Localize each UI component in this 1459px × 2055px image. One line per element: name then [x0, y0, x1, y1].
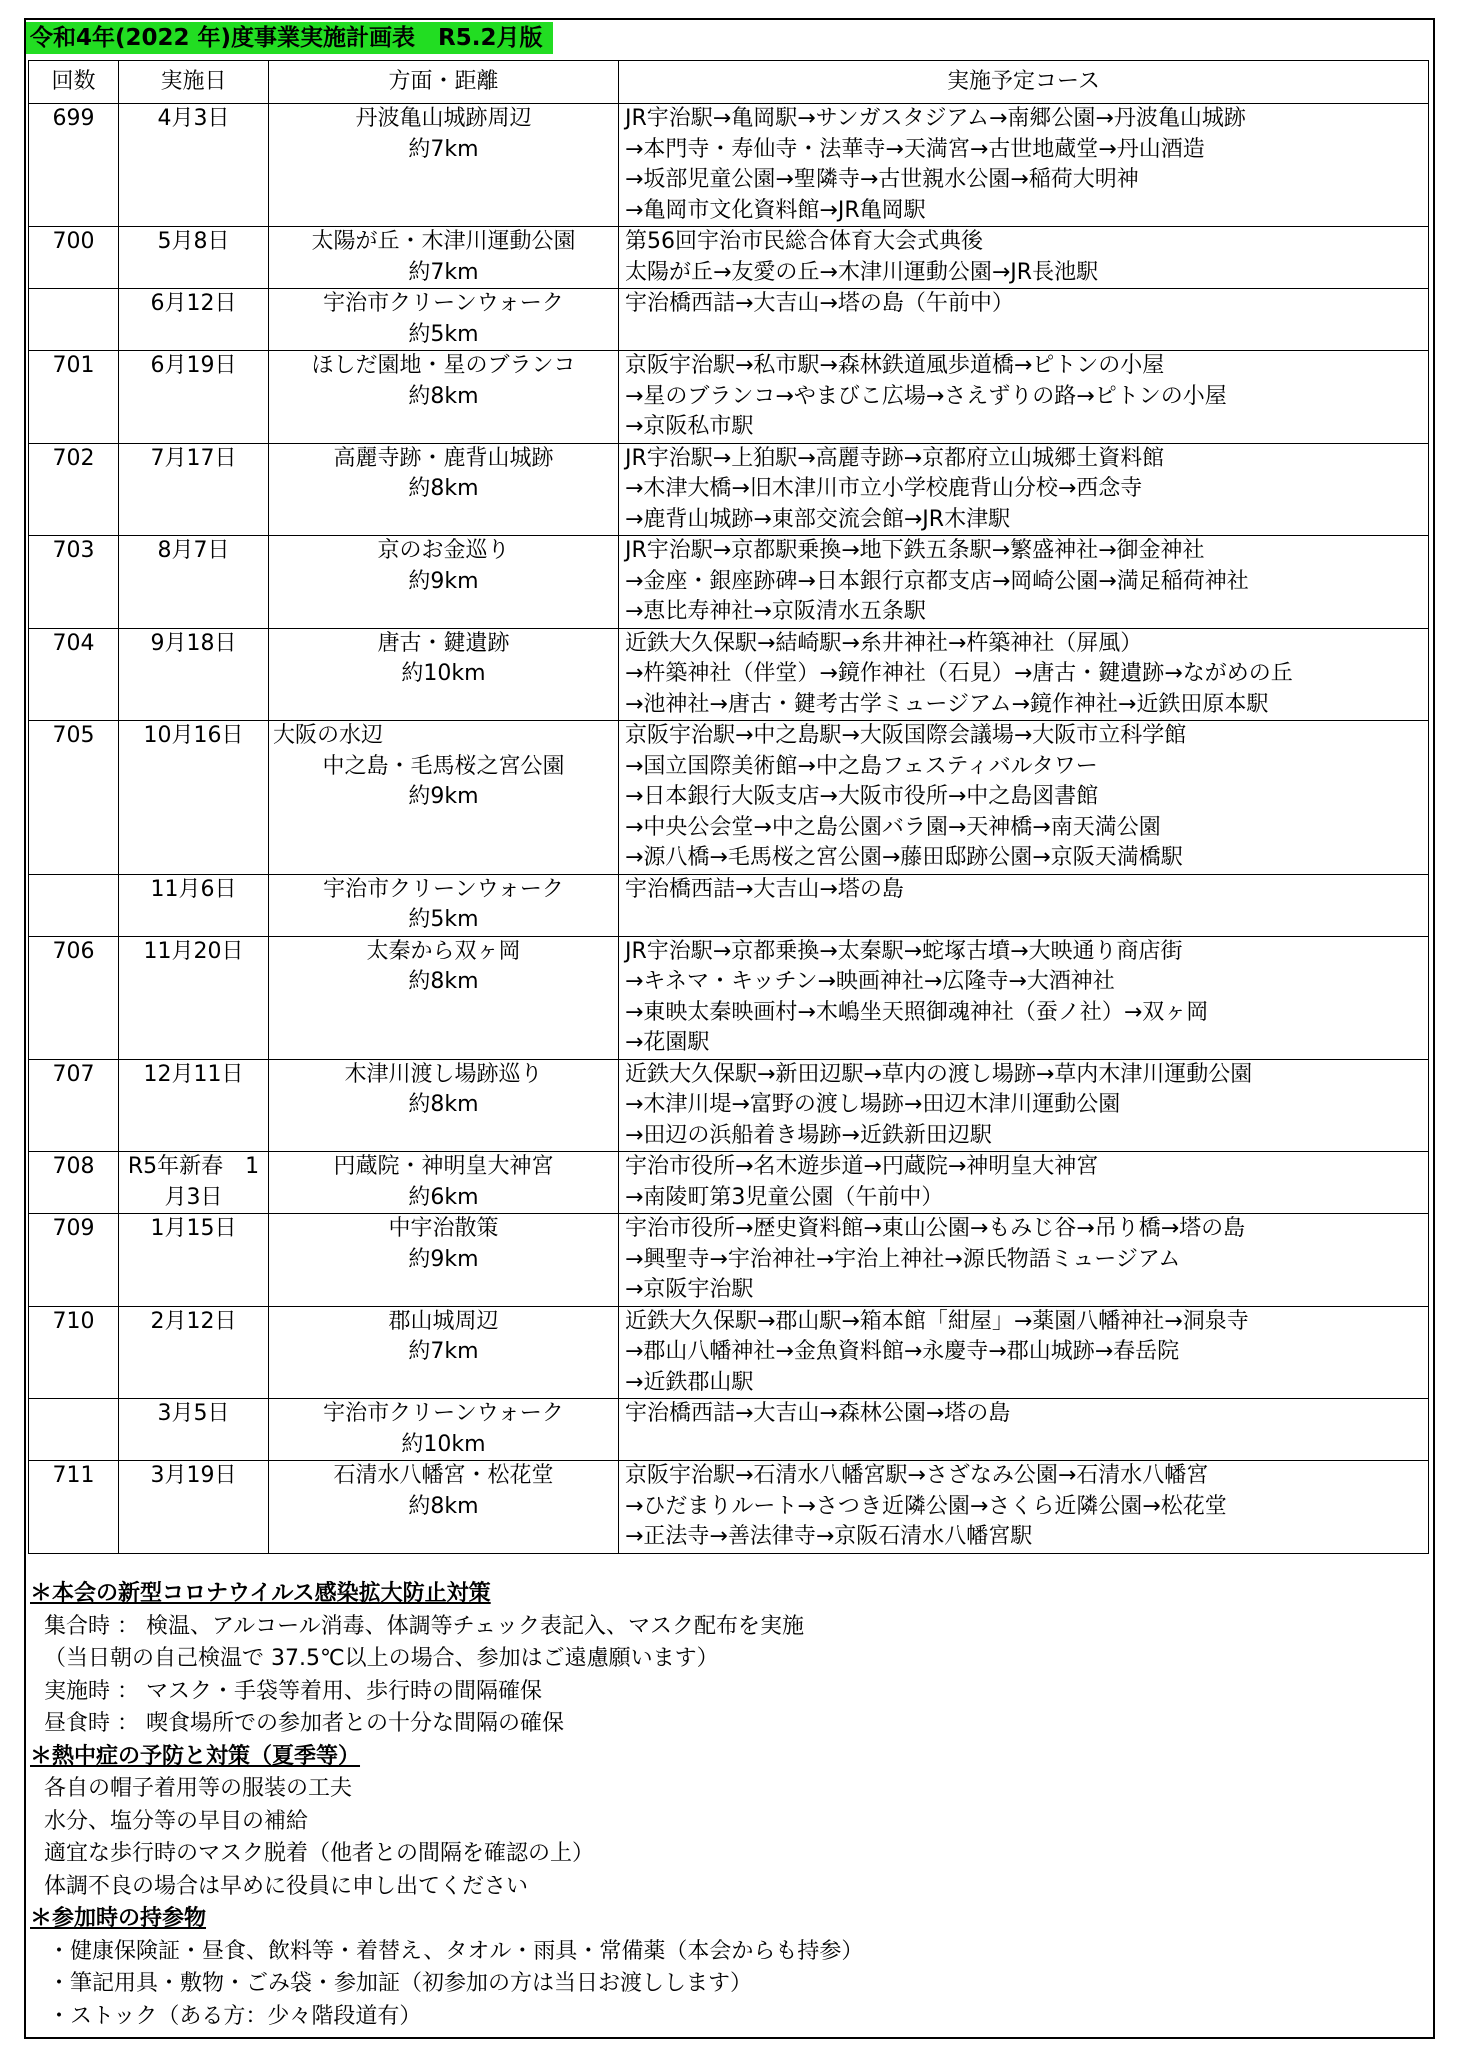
row-date: [119, 721, 269, 875]
row-count: 703: [29, 536, 119, 629]
row-route-line: →恵比寿神社→京阪清水五条駅: [625, 599, 926, 624]
row-route-line: →郡山八幡神社→金魚資料館→永慶寺→郡山城跡→春岳院: [625, 1339, 1180, 1364]
row-date: [119, 1306, 269, 1399]
covid-line: （当日朝の自己検温で 37.5℃以上の場合、参加はご遠慮願います）: [44, 1646, 719, 1671]
row-date: [119, 289, 269, 351]
row-place: [269, 721, 619, 875]
row-place-line: 大阪の水辺: [273, 723, 384, 748]
table-row: [29, 443, 1429, 536]
schedule-table: [28, 60, 1429, 1554]
row-date-line: 6月12日: [150, 291, 237, 316]
table-row: [29, 351, 1429, 444]
row-place: [269, 227, 619, 289]
row-count: 701: [29, 351, 119, 444]
row-date: [119, 1399, 269, 1461]
row-route-line: →花園駅: [625, 1030, 710, 1055]
row-route-line: →京阪私市駅: [625, 414, 754, 439]
row-place: [269, 351, 619, 444]
header-course: 実施予定コース: [619, 61, 1429, 104]
row-date: [119, 628, 269, 721]
row-count: 711: [29, 1461, 119, 1554]
row-route-line: →亀岡市文化資料館→JR亀岡駅: [625, 197, 926, 223]
row-route-line: →南陵町第3児童公園（午前中）: [625, 1184, 944, 1210]
row-place-line: 郡山城周辺: [388, 1308, 499, 1334]
row-place-line: 木津川渡し場跡巡り: [344, 1061, 543, 1087]
row-route-line: →正法寺→善法律寺→京阪石清水八幡宮駅: [625, 1524, 1033, 1549]
row-place-line: 石清水八幡宮・松花堂: [333, 1463, 554, 1488]
covid-line: 昼食時 ： 喫食場所での参加者との十分な間隔の確保: [44, 1711, 564, 1736]
row-route-line: →中央公会堂→中之島公園バラ園→天神橋→南天満公園: [625, 814, 1161, 840]
row-place: [269, 443, 619, 536]
row-route-line: 宇治橋西詰→大吉山→森林公園→塔の島: [625, 1401, 1011, 1426]
row-route-line: →ひだまりルート→さつき近隣公園→さくら近隣公園→松花堂: [625, 1493, 1227, 1519]
row-place: [269, 104, 619, 227]
row-date-line: 9月18日: [150, 630, 237, 656]
page-title: 令和4年(2022 年)度事業実施計画表 R5.2月版: [26, 22, 553, 54]
row-route-line: →本門寺・寿仙寺・法華寺→天満宮→古世地蔵堂→丹山酒造: [625, 136, 1205, 162]
row-route: [619, 1399, 1429, 1461]
row-place-line: 約7km: [408, 259, 479, 285]
row-route-line: →金座・銀座跡碑→日本銀行京都支店→岡崎公園→満足稲荷神社: [625, 568, 1249, 594]
row-route-line: →鹿背山城跡→東部交流会館→JR木津駅: [625, 506, 1011, 532]
row-route: [619, 351, 1429, 444]
row-route-line: 京阪宇治駅→私市駅→森林鉄道風歩道橋→ピトンの小屋: [625, 353, 1165, 378]
covid-line: 実施時 ： マスク・手袋等着用、歩行時の間隔確保: [44, 1678, 542, 1704]
row-route: [619, 628, 1429, 721]
items-heading: ＊参加時の持参物: [30, 1906, 207, 1931]
row-route-line: →京阪宇治駅: [625, 1277, 754, 1302]
row-place-line: 約5km: [408, 907, 479, 932]
row-date: [119, 227, 269, 289]
row-route-line: →近鉄郡山駅: [625, 1369, 754, 1395]
row-route-line: JR宇治駅→京都乗換→太秦駅→蛇塚古墳→大映通り商店街: [625, 938, 1183, 964]
row-count: 706: [29, 936, 119, 1059]
row-route-line: →木津大橋→旧木津川市立小学校鹿背山分校→西念寺: [625, 476, 1143, 501]
row-route: [619, 1461, 1429, 1554]
row-route: [619, 536, 1429, 629]
row-place-line: ほしだ園地・星のブランコ: [311, 353, 576, 378]
row-place: [269, 628, 619, 721]
row-route-line: 近鉄大久保駅→新田辺駅→草内の渡し場跡→草内木津川運動公園: [625, 1061, 1253, 1087]
heat-line: 適宜な歩行時のマスク脱着（他者との間隔を確認の上）: [44, 1841, 595, 1866]
row-date-line: 2月12日: [150, 1308, 237, 1334]
row-route: [619, 1059, 1429, 1152]
row-route-line: 京阪宇治駅→石清水八幡宮駅→さざなみ公園→石清水八幡宮: [625, 1463, 1209, 1488]
row-route: [619, 936, 1429, 1059]
row-date: [119, 1214, 269, 1307]
row-route: [619, 104, 1429, 227]
row-date: [119, 1461, 269, 1554]
row-date-line: 6月19日: [150, 353, 237, 378]
table-row: [29, 721, 1429, 875]
items-line: ・健康保険証・昼食、飲料等・着替え、タオル・雨具・常備薬（本会からも持参）: [48, 1938, 864, 1964]
row-date: [119, 536, 269, 629]
table-row: [29, 628, 1429, 721]
row-route-line: 宇治橋西詰→大吉山→塔の島: [625, 876, 904, 902]
row-route: [619, 874, 1429, 936]
items-line: ・ストック（ある方：少々階段道有）: [48, 2003, 422, 2029]
table-row: [29, 1152, 1429, 1214]
row-route: [619, 227, 1429, 289]
row-place-line: 約7km: [408, 1339, 479, 1364]
row-place-line: 丹波亀山城跡周辺: [355, 106, 532, 131]
row-route-line: 近鉄大久保駅→結崎駅→糸井神社→杵築神社（屏風）: [625, 630, 1143, 656]
row-place-line: 太陽が丘・木津川運動公園: [311, 229, 576, 254]
row-place-line: 唐古・鍵遺跡: [377, 630, 510, 656]
row-route: [619, 1214, 1429, 1307]
row-place: [269, 936, 619, 1059]
row-date-line: R5年新春 1: [127, 1154, 260, 1179]
row-place-line: 約8km: [408, 1493, 479, 1519]
row-date: [119, 1152, 269, 1214]
row-place-line: 約8km: [408, 476, 479, 501]
row-place-line: 約6km: [408, 1184, 479, 1210]
table-row: [29, 874, 1429, 936]
row-place-line: 高麗寺跡・鹿背山城跡: [333, 445, 554, 471]
row-date-line: 3月5日: [157, 1401, 230, 1426]
row-count: 708: [29, 1152, 119, 1214]
row-count: [29, 289, 119, 351]
header-date: 実施日: [119, 61, 269, 104]
row-count: 710: [29, 1306, 119, 1399]
row-route-line: JR宇治駅→亀岡駅→サンガスタジアム→南郷公園→丹波亀山城跡: [625, 106, 1246, 131]
row-place-line: 約9km: [408, 1246, 479, 1272]
table-row: [29, 227, 1429, 289]
row-date-line: 7月17日: [150, 445, 237, 471]
table-row: [29, 1306, 1429, 1399]
row-place-line: 約10km: [401, 1431, 486, 1457]
row-date-line: 8月7日: [157, 538, 230, 563]
row-date-line: 月3日: [164, 1184, 223, 1210]
row-date-line: 11月6日: [150, 876, 237, 902]
row-place: [269, 1306, 619, 1399]
row-route-line: →キネマ・キッチン→映画神社→広隆寺→大酒神社: [625, 969, 1115, 994]
row-place-line: 中之島・毛馬桜之宮公園: [322, 753, 565, 779]
row-route-line: →興聖寺→宇治神社→宇治上神社→源氏物語ミュージアム: [625, 1246, 1181, 1272]
row-place-line: 約10km: [401, 661, 486, 686]
covid-line: 集合時 ： 検温、アルコール消毒、体調等チェック表記入、マスク配布を実施: [44, 1613, 805, 1639]
row-count: 707: [29, 1059, 119, 1152]
row-date: [119, 1059, 269, 1152]
row-date: [119, 443, 269, 536]
row-count: [29, 1399, 119, 1461]
row-date-line: 11月20日: [143, 938, 244, 964]
row-route: [619, 1152, 1429, 1214]
row-date-line: 10月16日: [143, 723, 244, 748]
row-place-line: 太秦から双ヶ岡: [366, 938, 521, 964]
row-route-line: →国立国際美術館→中之島フェスティバルタワー: [625, 753, 1098, 779]
row-route: [619, 289, 1429, 351]
row-place-line: 円蔵院・神明皇大神宮: [333, 1154, 554, 1179]
table-row: [29, 1461, 1429, 1554]
row-date: [119, 936, 269, 1059]
row-date-line: 3月19日: [150, 1463, 237, 1488]
row-route-line: JR宇治駅→京都駅乗換→地下鉄五条駅→繁盛神社→御金神社: [625, 538, 1205, 563]
table-row: [29, 1059, 1429, 1152]
row-route-line: →日本銀行大阪支店→大阪市役所→中之島図書館: [625, 784, 1099, 809]
row-place-line: 約5km: [408, 321, 479, 347]
row-place-line: 宇治市クリーンウォーク: [323, 1401, 564, 1426]
table-row: [29, 536, 1429, 629]
row-count: 702: [29, 443, 119, 536]
row-count: 699: [29, 104, 119, 227]
row-route-line: →坂部児童公園→聖隣寺→古世親水公園→稲荷大明神: [625, 167, 1139, 192]
row-count: 709: [29, 1214, 119, 1307]
row-route-line: →東映太秦映画村→木嶋坐天照御魂神社（蚕ノ社）→双ヶ岡: [625, 999, 1209, 1025]
row-date-line: 5月8日: [157, 229, 230, 254]
row-route: [619, 1306, 1429, 1399]
row-date-line: 4月3日: [157, 106, 230, 131]
notes-section: [30, 1578, 1420, 2033]
row-route-line: →杵築神社（伴堂）→鏡作神社（石見）→唐古・鍵遺跡→ながめの丘: [625, 661, 1293, 686]
table-header-row: [29, 61, 1429, 104]
row-route-line: 宇治橋西詰→大吉山→塔の島（午前中）: [625, 291, 1014, 316]
row-place-line: 約9km: [408, 568, 479, 594]
row-route-line: 太陽が丘→友愛の丘→木津川運動公園→JR長池駅: [625, 259, 1099, 285]
row-route-line: 京阪宇治駅→中之島駅→大阪国際会議場→大阪市立科学館: [625, 723, 1187, 748]
header-count: 回数: [29, 61, 119, 104]
table-row: [29, 104, 1429, 227]
row-route-line: 第56回宇治市民総合体育大会式典後: [625, 229, 983, 254]
header-area-distance: 方面・距離: [269, 61, 619, 104]
row-route-line: 宇治市役所→名木遊歩道→円蔵院→神明皇大神宮: [625, 1154, 1099, 1179]
row-place-line: 約8km: [408, 969, 479, 994]
row-place: [269, 1059, 619, 1152]
row-date-line: 1月15日: [150, 1216, 237, 1241]
row-route: [619, 443, 1429, 536]
row-route-line: 近鉄大久保駅→郡山駅→箱本館「紺屋」→薬園八幡神社→洞泉寺: [625, 1308, 1249, 1334]
heat-line: 体調不良の場合は早めに役員に申し出てください: [44, 1873, 529, 1899]
row-place-line: 約8km: [408, 383, 479, 409]
row-place: [269, 289, 619, 351]
heat-line: 各自の帽子着用等の服装の工夫: [44, 1776, 353, 1801]
row-place-line: 約7km: [408, 136, 479, 162]
table-row: [29, 1214, 1429, 1307]
row-place: [269, 1214, 619, 1307]
row-date: [119, 104, 269, 227]
row-place: [269, 536, 619, 629]
table-row: [29, 1399, 1429, 1461]
row-place-line: 宇治市クリーンウォーク: [323, 876, 564, 902]
row-route-line: 宇治市役所→歴史資料館→東山公園→もみじ谷→吊り橋→塔の島: [625, 1216, 1246, 1241]
row-place-line: 中宇治散策: [388, 1216, 499, 1241]
row-route-line: →池神社→唐古・鍵考古学ミュージアム→鏡作神社→近鉄田原本駅: [625, 691, 1269, 717]
row-place-line: 京のお金巡り: [377, 538, 510, 563]
row-route: [619, 721, 1429, 875]
row-place-line: 約8km: [408, 1092, 479, 1117]
heat-heading: ＊熱中症の予防と対策（夏季等）: [30, 1743, 361, 1769]
row-count: [29, 874, 119, 936]
table-row: [29, 936, 1429, 1059]
row-count: 705: [29, 721, 119, 875]
row-count: 700: [29, 227, 119, 289]
row-route-line: →木津川堤→富野の渡し場跡→田辺木津川運動公園: [625, 1092, 1121, 1117]
heat-line: 水分、塩分等の早目の補給: [44, 1808, 309, 1834]
row-place: [269, 874, 619, 936]
row-date-line: 12月11日: [143, 1061, 244, 1087]
row-route-line: →田辺の浜船着き場跡→近鉄新田辺駅: [625, 1122, 992, 1148]
row-date: [119, 351, 269, 444]
row-route-line: JR宇治駅→上狛駅→高麗寺跡→京都府立山城郷土資料館: [625, 445, 1165, 471]
row-place: [269, 1152, 619, 1214]
row-date: [119, 874, 269, 936]
items-line: ・筆記用具・敷物・ごみ袋・参加証（初参加の方は当日お渡しします）: [48, 1971, 753, 1996]
covid-heading: ＊本会の新型コロナウイルス感染拡大防止対策: [30, 1581, 491, 1606]
row-place-line: 約9km: [408, 784, 479, 809]
row-place: [269, 1461, 619, 1554]
row-count: 704: [29, 628, 119, 721]
row-place-line: 宇治市クリーンウォーク: [323, 291, 564, 316]
table-row: [29, 289, 1429, 351]
row-route-line: →星のブランコ→やまびこ広場→さえずりの路→ピトンの小屋: [625, 383, 1227, 409]
row-place: [269, 1399, 619, 1461]
row-route-line: →源八橋→毛馬桜之宮公園→藤田邸跡公園→京阪天満橋駅: [625, 845, 1183, 870]
